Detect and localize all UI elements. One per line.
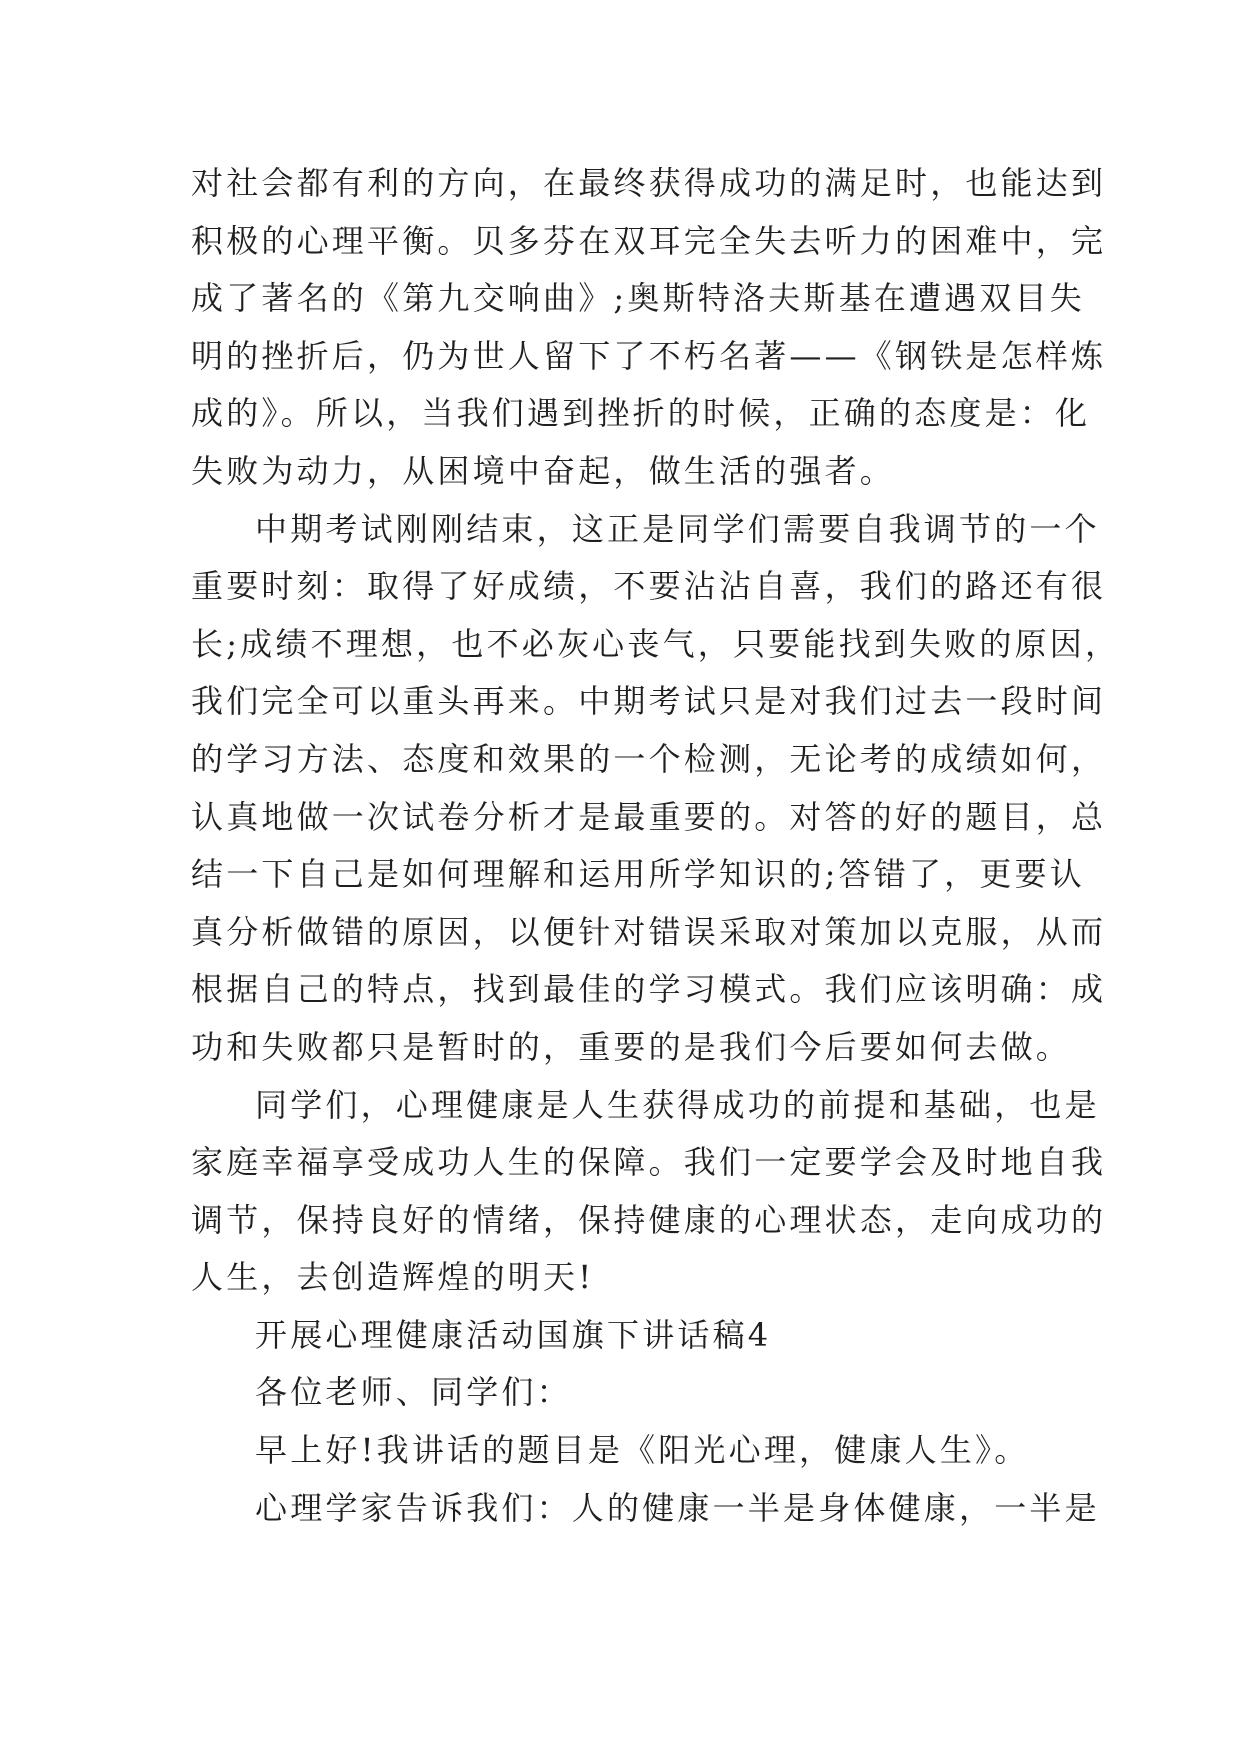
text-line: 对社会都有利的方向，在最终获得成功的满足时，也能达到	[191, 164, 1107, 202]
text-line: 我们完全可以重头再来。中期考试只是对我们过去一段时间	[191, 682, 1107, 721]
text-line: 成了著名的《第九交响曲》;奥斯特洛夫斯基在遭遇双目失	[191, 279, 1085, 318]
section-heading: 开展心理健康活动国旗下讲话稿4	[255, 1315, 772, 1354]
text-line: 结一下自己是如何理解和运用所学知识的;答错了，更要认	[191, 855, 1085, 894]
text-line: 的学习方法、态度和效果的一个检测，无论考的成绩如何，	[191, 739, 1107, 778]
paragraph-first-line: 早上好!我讲话的题目是《阳光心理，健康人生》。	[255, 1431, 1030, 1470]
text-line: 调节，保持良好的情绪，保持健康的心理状态，走向成功的	[191, 1200, 1107, 1239]
paragraph-first-line: 心理学家告诉我们：人的健康一半是身体健康，一半是	[255, 1488, 1100, 1527]
text-line: 积极的心理平衡。贝多芬在双耳完全失去听力的困难中，完	[191, 221, 1107, 260]
salutation: 各位老师、同学们：	[255, 1373, 572, 1412]
text-line: 成的》。所以，当我们遇到挫折的时候，正确的态度是：化	[191, 394, 1091, 433]
text-line: 根据自己的特点，找到最佳的学习模式。我们应该明确：成	[191, 970, 1107, 1009]
text-line: 认真地做一次试卷分析才是最重要的。对答的好的题目，总	[191, 797, 1107, 836]
text-line: 家庭幸福享受成功人生的保障。我们一定要学会及时地自我	[191, 1143, 1107, 1182]
text-line: 明的挫折后，仍为世人留下了不朽名著——《钢铁是怎样炼	[191, 336, 1107, 375]
text-line: 功和失败都只是暂时的，重要的是我们今后要如何去做。	[191, 1027, 1072, 1066]
text-line: 重要时刻：取得了好成绩，不要沾沾自喜，我们的路还有很	[191, 567, 1107, 606]
paragraph-first-line: 同学们，心理健康是人生获得成功的前提和基础，也是	[255, 1085, 1100, 1124]
text-line: 失败为动力，从困境中奋起，做生活的强者。	[191, 451, 896, 490]
text-line: 真分析做错的原因，以便针对错误采取对策加以克服，从而	[191, 912, 1107, 951]
paragraph-first-line: 中期考试刚刚结束，这正是同学们需要自我调节的一个	[255, 509, 1100, 548]
text-line: 长;成绩不理想，也不必灰心丧气，只要能找到失败的原因，	[191, 624, 1121, 663]
document-body	[191, 155, 1121, 1537]
text-line: 人生，去创造辉煌的明天!	[191, 1258, 595, 1297]
